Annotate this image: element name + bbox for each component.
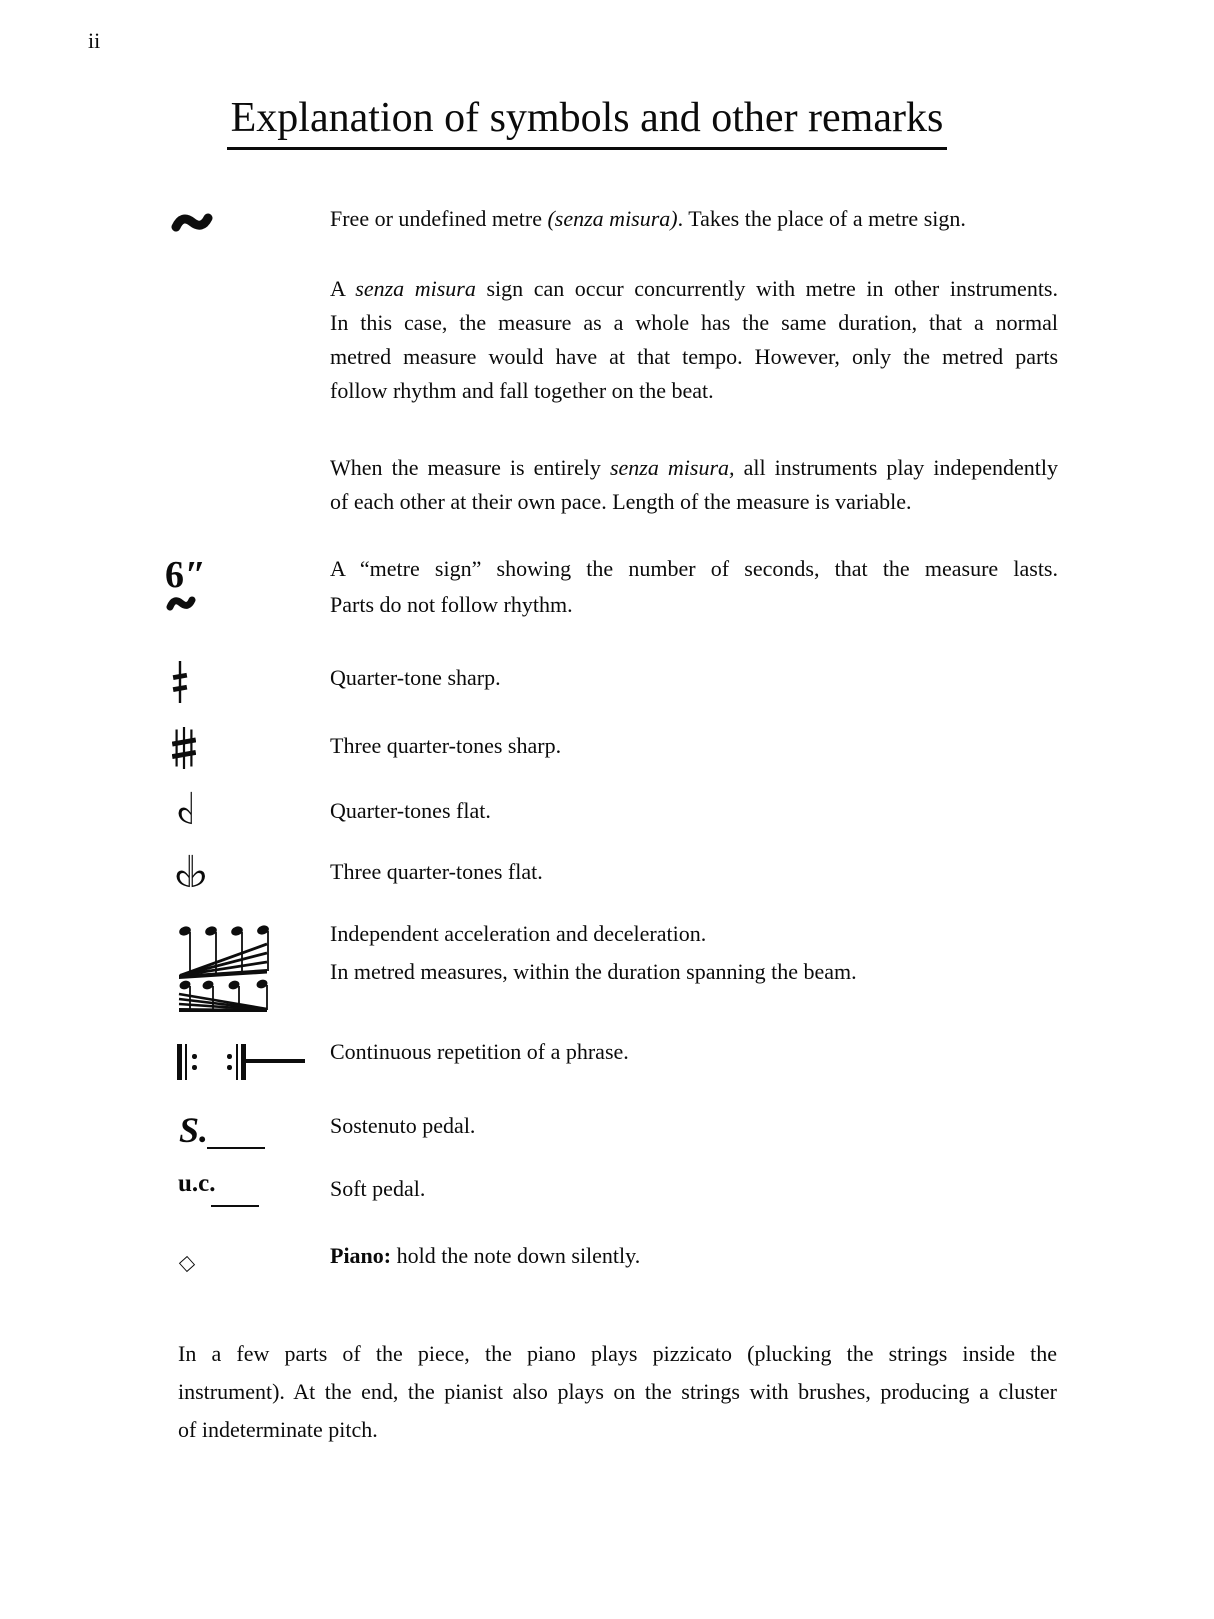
paragraph-entirely [330, 451, 1058, 519]
metre-sign-text [330, 551, 1058, 623]
metre-sign-line: Parts do not follow rhythm. [330, 592, 573, 617]
repeat-signs-icon [177, 1044, 307, 1080]
paragraph-line: A senza misura sign can occur concurrently with metre in other instruments. [330, 276, 1058, 301]
footer-line: instrument). At the end, the pianist also plays on the strings with brushes, producing a cluster [178, 1379, 1057, 1404]
repeat-text: Continuous repetition of a phrase. [330, 1039, 629, 1064]
seconds-metre-tilde-icon [166, 595, 196, 613]
paragraph-line: of each other at their own pace. Length of the measure is variable. [330, 489, 912, 514]
three-quarter-tone-sharp-icon [172, 727, 196, 769]
seconds-metre-sign: 6″ [165, 554, 207, 596]
three-quarter-flat-text: Three quarter-tones flat. [330, 859, 543, 884]
sostenuto-text: Sostenuto pedal. [330, 1113, 476, 1138]
paragraph-line: metred measure would have at that tempo. However, only the metred parts [330, 344, 1058, 369]
soft-pedal-marking: u.c. [178, 1170, 216, 1197]
three-quarter-tone-flat-icon: ♭♭ [173, 847, 209, 898]
soft-pedal-line [211, 1205, 259, 1207]
three-quarter-sharp-text: Three quarter-tones sharp. [330, 733, 562, 758]
footer-line: of indeterminate pitch. [178, 1417, 378, 1442]
diamond-notehead-icon [179, 1256, 195, 1272]
senza-misura-tilde-icon [171, 211, 213, 235]
piano-silent-text: Piano: hold the note down silently. [330, 1243, 641, 1268]
free-metre-text: Free or undefined metre (senza misura). Takes the place of a metre sign. [330, 206, 966, 231]
page-number: ii [88, 28, 101, 53]
quarter-tone-sharp-icon [172, 661, 188, 703]
footer-line: In a few parts of the piece, the piano plays pizzicato (plucking the strings inside the [178, 1341, 1057, 1366]
paragraph-line: When the measure is entirely senza misura, all instruments play independently [330, 455, 1058, 480]
paragraph-concurrent [330, 272, 1058, 408]
quarter-flat-text: Quarter-tones flat. [330, 798, 491, 823]
paragraph-line: In this case, the measure as a whole has the same duration, that a normal [330, 310, 1058, 335]
sostenuto-pedal-marking: S. [179, 1110, 209, 1150]
accel-text [330, 915, 857, 991]
soft-pedal-text: Soft pedal. [330, 1176, 426, 1201]
quarter-sharp-text: Quarter-tone sharp. [330, 665, 501, 690]
metre-sign-line: A “metre sign” showing the number of seconds, that the measure lasts. [330, 556, 1058, 581]
accel-line: Independent acceleration and deceleration. [330, 921, 707, 946]
page-title: Explanation of symbols and other remarks [227, 94, 948, 150]
feathered-beam-icon [176, 924, 270, 1012]
sostenuto-pedal-line [207, 1147, 265, 1149]
quarter-tone-flat-icon: ♭ [175, 784, 196, 835]
paragraph-line: follow rhythm and fall together on the beat. [330, 378, 714, 403]
accel-line: In metred measures, within the duration spanning the beam. [330, 959, 857, 984]
title-row [0, 94, 1174, 150]
footer-paragraph [178, 1335, 1057, 1449]
